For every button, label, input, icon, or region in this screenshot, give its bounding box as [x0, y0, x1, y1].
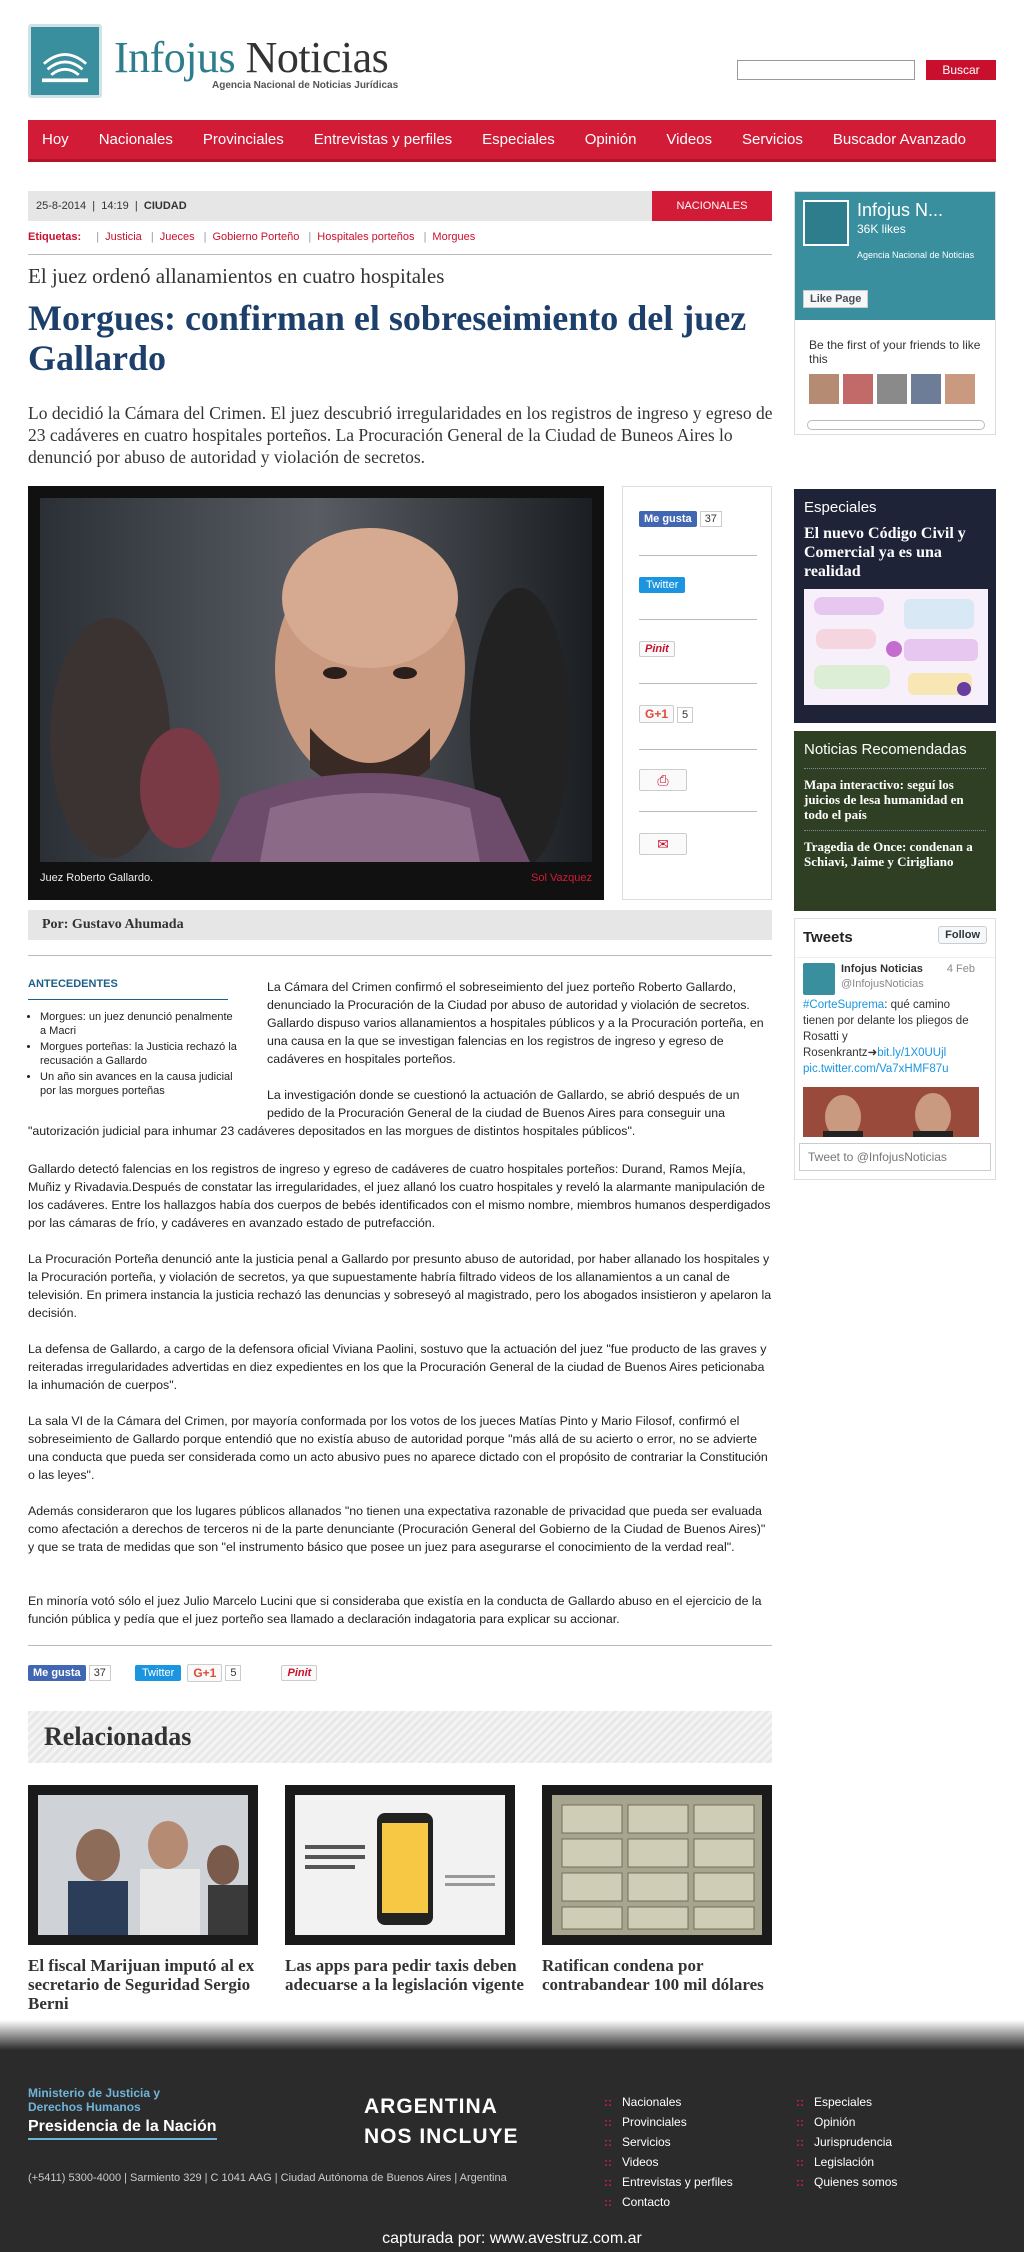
- nav-item-buscador[interactable]: Buscador Avanzado: [832, 131, 967, 148]
- share-column: [622, 486, 772, 900]
- facebook-like-button[interactable]: Me gusta: [28, 1665, 86, 1681]
- nav-item-provinciales[interactable]: Provinciales: [202, 131, 284, 148]
- ministry-label: Ministerio de Justicia y Derechos Humanos: [28, 2086, 161, 2114]
- nav-item-entrevistas[interactable]: Entrevistas y perfiles: [313, 131, 453, 148]
- search-input[interactable]: [737, 60, 915, 80]
- pinterest-button[interactable]: Pinit: [639, 641, 675, 657]
- related-image[interactable]: [285, 1785, 515, 1945]
- body-paragraph: La Cámara del Crimen confirmó el sobreseimiento del juez porteño Roberto Gallardo, denunciado la Procuración de la Ciudad por abuso de autoridad y violación de secretos. Gallardo dispuso varios allanamientos a hospitales públicos y a la Procuración porteña, en una causa en la que se investigan falencias en los registros de ingreso y egreso de cadáveres en hospitales porteños.: [267, 980, 764, 1066]
- footer-link[interactable]: :: Especiales: [796, 2092, 897, 2112]
- footer-links-col-2: [796, 2092, 897, 2192]
- tweet-body: : qué camino tienen por delante los pliegos de Rosatti y Rosenkrantz: [803, 999, 969, 1059]
- facebook-like-button[interactable]: Me gusta: [639, 511, 697, 527]
- avatar[interactable]: [945, 374, 975, 404]
- article-lead: Lo decidió la Cámara del Crimen. El juez descubrió irregularidades en los registros de ingreso y egreso de 23 cadáveres en cuatro hospitales porteños. La Procuración General de la Ciudad de Buneos Aires lo denunció por abuso de autoridad y violación de secretos.: [28, 403, 773, 467]
- divider: [639, 749, 757, 750]
- article-headline: Morgues: confirman el sobreseimiento del juez Gallardo: [28, 298, 747, 378]
- facebook-cover[interactable]: [795, 192, 995, 320]
- divider: [28, 955, 772, 956]
- logo-wordmark[interactable]: [114, 33, 389, 82]
- facebook-cover-subtitle: Agencia Nacional de Noticias: [857, 250, 975, 260]
- presidency-logo[interactable]: Presidencia de la Nación: [28, 2118, 217, 2140]
- facebook-page-name[interactable]: Infojus N...: [857, 200, 944, 220]
- divider: [28, 999, 228, 1000]
- recomendada-link[interactable]: Mapa interactivo: seguí los juicios de lesa humanidad en todo el país: [804, 768, 986, 830]
- article-date: 25-8-2014: [36, 200, 87, 212]
- nav-item-opinion[interactable]: Opinión: [584, 131, 637, 148]
- recomendadas-widget: [794, 731, 996, 911]
- especiales-title: Especiales: [804, 499, 877, 516]
- footer: [0, 2050, 1024, 2252]
- capture-credit: capturada por: www.avestruz.com.ar: [382, 2230, 642, 2247]
- article-photo-frame: [28, 486, 604, 900]
- tag-link[interactable]: Morgues: [432, 231, 476, 243]
- tweet-text: #CorteSuprema: qué camino tienen por delante los pliegos de Rosatti y Rosenkrantz➜bit.ly/1X0UUjl pic.twitter.com/Va7xHMF87u: [803, 999, 969, 1075]
- facebook-faces: [809, 374, 975, 404]
- antecedentes-title: ANTECEDENTES: [28, 978, 118, 990]
- footer-link[interactable]: :: Legislación: [796, 2152, 897, 2172]
- body-paragraph: La Procuración Porteña denunció ante la justicia penal a Gallardo por presunto abuso de autoridad, por haber allanado los hospitales y la Procuración porteña, y violación de secretos, ya que supuestamente habría filtrado videos de los allanamientos a un canal de televisión. En primera instancia la justicia rechazó las denuncias y sobreseyó al magistrado, pero los abogados insistieron y apelaron la decisión.: [28, 1252, 772, 1320]
- facebook-scrollbar[interactable]: [807, 420, 985, 430]
- antecedente-link[interactable]: • Morgues: un juez denunció penalmente a Macri: [40, 1010, 240, 1038]
- tag-link[interactable]: Gobierno Porteño: [212, 231, 300, 243]
- article-time: 14:19: [101, 200, 129, 212]
- recomendadas-title: Noticias Recomendadas: [804, 741, 967, 758]
- body-paragraph: En minoría votó sólo el juez Julio Marcelo Lucini que si consideraba que existía en la conducta de Gallardo abuso en el ejercicio de la función pública y pedía que el juez porteño sea llamado a declaración indagatoria para explicar su accionar.: [28, 1594, 762, 1626]
- antecedentes-list: [40, 1010, 240, 1100]
- footer-link[interactable]: :: Quienes somos: [796, 2172, 897, 2192]
- related-title: Relacionadas: [28, 1711, 772, 1763]
- argentina-line-2: NOS INCLUYE: [364, 2125, 519, 2148]
- article-category: CIUDAD: [143, 200, 187, 212]
- divider: [639, 811, 757, 812]
- nav-item-nacionales[interactable]: Nacionales: [98, 131, 173, 148]
- gplus-button[interactable]: G+1: [639, 705, 674, 723]
- nav-item-servicios[interactable]: Servicios: [742, 131, 803, 148]
- footer-link[interactable]: :: Entrevistas y perfiles: [604, 2172, 733, 2192]
- footer-link[interactable]: :: Videos: [604, 2152, 733, 2172]
- footer-link[interactable]: :: Provinciales: [604, 2112, 733, 2132]
- divider: [28, 254, 772, 255]
- footer-link[interactable]: :: Contacto: [604, 2192, 733, 2212]
- footer-links-col-1: [604, 2092, 733, 2212]
- facebook-page-avatar: [803, 200, 849, 246]
- argentina-line-1: ARGENTINA: [364, 2095, 498, 2118]
- facebook-friends-text: Be the first of your friends to like this: [809, 338, 981, 366]
- footer-link[interactable]: :: Nacionales: [604, 2092, 733, 2112]
- logo-name-1: Infojus: [114, 33, 236, 82]
- avatar[interactable]: [843, 374, 873, 404]
- tags-label: Etiquetas:: [28, 231, 82, 243]
- tweet-date[interactable]: 4 Feb: [946, 963, 975, 975]
- divider: [639, 619, 757, 620]
- avatar[interactable]: [809, 374, 839, 404]
- logo-icon[interactable]: [28, 24, 102, 98]
- print-icon[interactable]: ⎙: [639, 769, 687, 791]
- related-image[interactable]: [542, 1785, 772, 1945]
- footer-fade: [0, 2020, 1024, 2050]
- like-count: 37: [89, 1665, 111, 1681]
- article-author: Por: Gustavo Ahumada: [28, 910, 772, 940]
- footer-link[interactable]: :: Servicios: [604, 2132, 733, 2152]
- tweet-image[interactable]: [803, 1087, 979, 1137]
- logo-name-2: Noticias: [245, 33, 389, 82]
- especiales-widget: [794, 489, 996, 723]
- body-paragraph: "autorización judicial para inhumar 23 cadáveres depositados en las morgues de distintos hospitales públicos".: [28, 1124, 636, 1138]
- body-paragraph: La defensa de Gallardo, a cargo de la defensora oficial Viviana Paolini, sostuvo que la actuación del juez "fue producto de las graves y reiteradas irregularidades advertidas en diez expedientes en los que la Procuración General de la ciudad de Buenos Aires peticionaba la inhumación de cuerpos".: [28, 1342, 767, 1392]
- antecedente-link[interactable]: • Morgues porteñas: la Justicia rechazó la recusación a Gallardo: [40, 1040, 240, 1068]
- antecedente-link[interactable]: • Un año sin avances en la causa judicial por las morgues porteñas: [40, 1070, 240, 1098]
- search-button[interactable]: Buscar: [926, 60, 996, 80]
- recomendada-link[interactable]: Tragedia de Once: condenan a Schiavi, Jaime y Cirigliano: [804, 830, 986, 877]
- nav-item-hoy[interactable]: Hoy: [42, 131, 69, 148]
- twitter-widget: [794, 918, 996, 1180]
- tag-link[interactable]: Justicia: [105, 231, 142, 243]
- body-paragraph: La sala VI de la Cámara del Crimen, por mayoría conformada por los votos de los jueces Matías Pinto y Mario Filosof, confirmó el sobreseimiento de Gallardo porque entendió que no existía abuso de autoridad porque "más allá de su acierto o error, no se advierte una conducta que pueda ser considerada como un acto abusivo pues no aparece dictado con el propósito de contrariar la Constitución o las leyes".: [28, 1414, 768, 1482]
- twitter-button[interactable]: Twitter: [135, 1665, 181, 1681]
- avatar[interactable]: [911, 374, 941, 404]
- especiales-headline[interactable]: El nuevo Código Civil y Comercial ya es una realidad: [804, 525, 966, 580]
- related-link[interactable]: Las apps para pedir taxis deben adecuarse a la legislación vigente: [285, 1956, 524, 1994]
- gplus-count: 5: [225, 1665, 241, 1681]
- tweet-hashtag[interactable]: #CorteSuprema: [803, 999, 885, 1011]
- logo-subtitle: Agencia Nacional de Noticias Jurídicas: [212, 80, 399, 91]
- gplus-count: 5: [677, 707, 693, 723]
- tweet-author-handle[interactable]: @InfojusNoticias: [841, 978, 924, 990]
- body-paragraph: La investigación donde se cuestionó la actuación de Gallardo, se abrió después de un pedido de la Procuración General de la ciudad de Buenos Aires para conseguir una: [267, 1088, 740, 1120]
- nav-item-videos[interactable]: Videos: [666, 131, 713, 148]
- article-kicker: El juez ordenó allanamientos en cuatro hospitales: [28, 264, 445, 288]
- article-meta-bar: [28, 191, 772, 221]
- divider: [795, 957, 995, 958]
- photo-caption: Juez Roberto Gallardo.: [40, 872, 154, 884]
- tag-link[interactable]: Jueces: [159, 231, 195, 243]
- photo-credit: Sol Vazquez: [531, 872, 592, 884]
- footer-link[interactable]: :: Jurisprudencia: [796, 2132, 897, 2152]
- like-count: 37: [700, 511, 722, 527]
- gplus-button[interactable]: G+1: [187, 1664, 222, 1682]
- article-meta: 25-8-2014 | 14:19 | CIUDAD: [36, 200, 187, 212]
- tag-link[interactable]: Hospitales porteños: [317, 231, 415, 243]
- avatar[interactable]: [803, 963, 835, 995]
- nav-item-especiales[interactable]: Especiales: [482, 131, 555, 148]
- tweet-link[interactable]: bit.ly/1X0UUjl pic.twitter.com/Va7xHMF87u: [803, 1047, 949, 1075]
- footer-link[interactable]: :: Opinión: [796, 2112, 897, 2132]
- main-nav: [28, 120, 996, 162]
- avatar[interactable]: [877, 374, 907, 404]
- footer-address: (+5411) 5300-4000 | Sarmiento 329 | C 1041 AAG | Ciudad Autónoma de Buenos Aires | Argentina: [28, 2172, 507, 2184]
- facebook-widget: [794, 191, 996, 435]
- email-icon[interactable]: ✉: [639, 833, 687, 855]
- especiales-image[interactable]: [804, 589, 988, 705]
- argentina-logo[interactable]: [364, 2092, 519, 2152]
- body-paragraph: Además consideraron que los lugares públicos allanados "no tienen una expectativa razonable de privacidad que pueda ser evaluada como afectación a derechos de terceros ni de la parte denunciante (Procuración General del Gobierno de la Ciudad de Buenos Aires)" y que se trata de medidas que son "el instrumento básico que posee un juez para asegurarse el conocimiento de la verdad real".: [28, 1504, 766, 1554]
- divider: [28, 1645, 772, 1646]
- article-photo[interactable]: [40, 498, 592, 862]
- pinterest-button[interactable]: Pinit: [281, 1665, 317, 1681]
- body-paragraph: Gallardo detectó falencias en los registros de ingreso y egreso de cadáveres de cuatro hospitales porteños: Durand, Ramos Mejía, Muñiz y Rivadavia.Después de constatar las irregularidades, el juez allanó los cuatro hospitales y reveló la alarmante manipulación de los cadáveres. Entre los hallazgos había dos cuerpos de bebés identificados con el mismo nombre, miembros humanos desperdigados por las cámaras de frío, y cadáveres en avanzado estado de putrefacción.: [28, 1162, 771, 1230]
- related-image[interactable]: [28, 1785, 258, 1945]
- facebook-like: [639, 511, 722, 527]
- tweets-title: Tweets: [803, 929, 853, 946]
- tweet-author-name[interactable]: Infojus Noticias: [841, 963, 923, 975]
- tweet-input[interactable]: Tweet to @InfojusNoticias: [799, 1143, 991, 1171]
- related-link[interactable]: El fiscal Marijuan imputó al ex secretario de Seguridad Sergio Berni: [28, 1956, 255, 2013]
- facebook-likes-count: 36K likes: [857, 222, 906, 236]
- bottom-share-row: [28, 1664, 317, 1682]
- section-button[interactable]: NACIONALES: [652, 191, 772, 221]
- twitter-follow-button[interactable]: Follow: [938, 926, 987, 944]
- twitter-button[interactable]: Twitter: [639, 577, 685, 593]
- divider: [639, 683, 757, 684]
- facebook-like-page-button[interactable]: Like Page: [803, 290, 868, 308]
- tags-row: Etiquetas: | Justicia | Jueces | Gobierno Porteño | Hospitales porteños | Morgues: [28, 231, 476, 243]
- related-link[interactable]: Ratifican condena por contrabandear 100 mil dólares: [542, 1956, 764, 1994]
- divider: [639, 555, 757, 556]
